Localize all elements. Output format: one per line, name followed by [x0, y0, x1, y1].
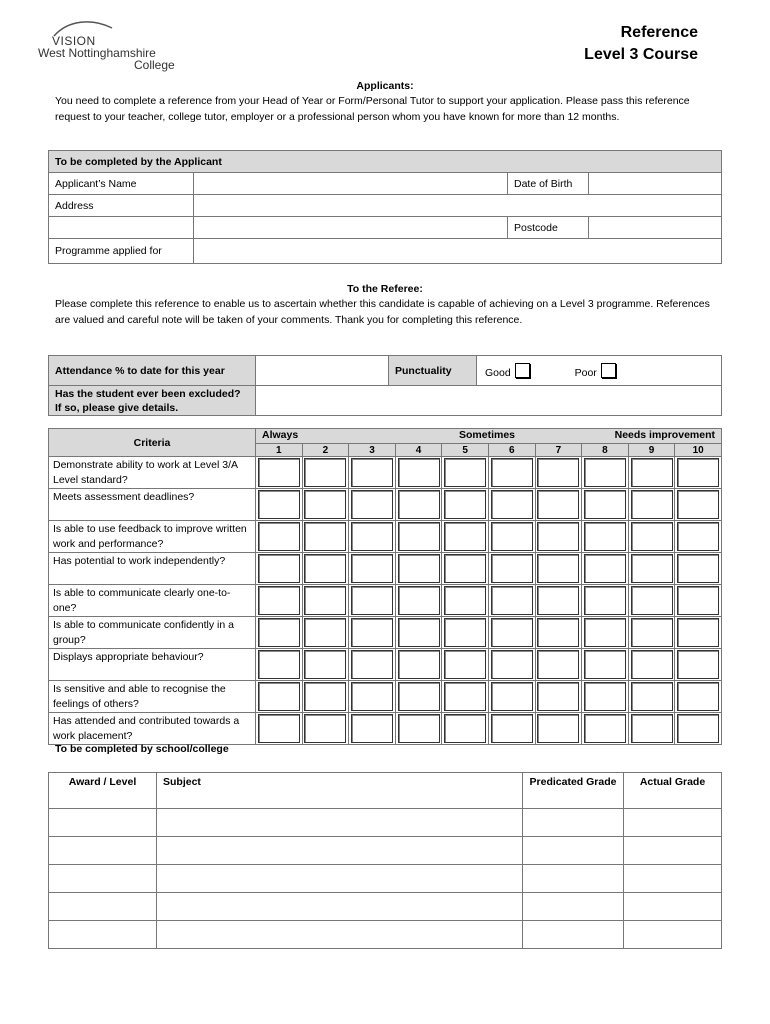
- rating-cell: [488, 585, 535, 617]
- criteria-row: [49, 713, 722, 745]
- scale-number: 3: [349, 444, 396, 457]
- rating-cell: [442, 585, 489, 617]
- intro-text: You need to complete a reference from your Head of Year or Form/Personal Tutor to support your application. Please pass this reference request to your teacher, college tutor, employer or a professional person whom you have known for more than 12 months.: [55, 95, 690, 123]
- dob-field[interactable]: [589, 173, 722, 195]
- actual-field[interactable]: [624, 893, 722, 921]
- rating-checkbox[interactable]: [537, 714, 579, 743]
- rating-cell: [628, 649, 675, 681]
- rating-cell: [675, 713, 722, 745]
- rating-cell: [442, 681, 489, 713]
- rating-checkbox[interactable]: [444, 714, 486, 743]
- rating-cell: [582, 489, 629, 521]
- rating-cell: [395, 457, 442, 489]
- excluded-field[interactable]: [256, 386, 722, 416]
- subject-field[interactable]: [157, 893, 523, 921]
- rating-checkbox[interactable]: [304, 522, 346, 551]
- punctuality-options: [477, 356, 722, 386]
- rating-cell: [582, 521, 629, 553]
- poor-checkbox[interactable]: [601, 363, 616, 378]
- rating-cell: [302, 649, 349, 681]
- grade-row: [49, 893, 722, 921]
- rating-cell: [582, 713, 629, 745]
- rating-cell: [256, 521, 303, 553]
- rating-checkbox[interactable]: [398, 682, 440, 711]
- rating-checkbox[interactable]: [398, 522, 440, 551]
- rating-checkbox[interactable]: [491, 554, 533, 583]
- rating-checkbox[interactable]: [677, 458, 719, 487]
- rating-checkbox[interactable]: [631, 586, 673, 615]
- rating-cell: [675, 585, 722, 617]
- rating-checkbox[interactable]: [351, 554, 393, 583]
- rating-cell: [675, 681, 722, 713]
- criteria-row: [49, 617, 722, 649]
- address-field-2[interactable]: [194, 217, 508, 239]
- rating-cell: [535, 457, 582, 489]
- rating-checkbox[interactable]: [677, 618, 719, 647]
- rating-cell: [256, 457, 303, 489]
- rating-checkbox[interactable]: [584, 650, 626, 679]
- actual-field[interactable]: [624, 865, 722, 893]
- actual-field[interactable]: [624, 837, 722, 865]
- grades-table: [48, 772, 722, 949]
- rating-cell: [488, 489, 535, 521]
- criteria-label: Is able to communicate confidently in a group?: [49, 617, 256, 649]
- rating-checkbox[interactable]: [351, 682, 393, 711]
- rating-checkbox[interactable]: [304, 458, 346, 487]
- rating-checkbox[interactable]: [584, 458, 626, 487]
- rating-cell: [442, 489, 489, 521]
- rating-checkbox[interactable]: [491, 714, 533, 743]
- rating-checkbox[interactable]: [304, 714, 346, 743]
- school-heading: To be completed by school/college: [55, 743, 229, 755]
- rating-checkbox[interactable]: [351, 458, 393, 487]
- rating-checkbox[interactable]: [304, 586, 346, 615]
- rating-cell: [349, 553, 396, 585]
- award-field[interactable]: [49, 809, 157, 837]
- rating-checkbox[interactable]: [304, 650, 346, 679]
- rating-cell: [675, 553, 722, 585]
- rating-checkbox[interactable]: [631, 522, 673, 551]
- rating-cell: [349, 681, 396, 713]
- rating-checkbox[interactable]: [444, 490, 486, 519]
- subject-field[interactable]: [157, 809, 523, 837]
- rating-checkbox[interactable]: [444, 586, 486, 615]
- rating-checkbox[interactable]: [584, 522, 626, 551]
- referee-heading: To the Referee:: [347, 283, 423, 295]
- rating-cell: [488, 681, 535, 713]
- rating-checkbox[interactable]: [491, 490, 533, 519]
- rating-cell: [442, 553, 489, 585]
- scale-needs-improvement: Needs improvement: [614, 429, 715, 441]
- criteria-label: Is able to use feedback to improve written work and performance?: [49, 521, 256, 553]
- rating-checkbox[interactable]: [491, 682, 533, 711]
- rating-cell: [302, 553, 349, 585]
- predicted-header: Predicated Grade: [523, 773, 624, 809]
- rating-cell: [349, 489, 396, 521]
- criteria-rows: [49, 457, 722, 745]
- rating-cell: [675, 489, 722, 521]
- rating-checkbox[interactable]: [584, 714, 626, 743]
- subject-field[interactable]: [157, 921, 523, 949]
- criteria-label: Demonstrate ability to work at Level 3/A Level standard?: [49, 457, 256, 489]
- scale-number: 10: [675, 444, 722, 457]
- applicant-table: [48, 150, 722, 264]
- rating-checkbox[interactable]: [631, 618, 673, 647]
- rating-cell: [675, 649, 722, 681]
- rating-cell: [395, 649, 442, 681]
- grades-rows: [49, 809, 722, 949]
- rating-cell: [535, 585, 582, 617]
- rating-checkbox[interactable]: [537, 682, 579, 711]
- programme-label: Programme applied for: [49, 239, 194, 264]
- rating-cell: [675, 457, 722, 489]
- grade-row: [49, 921, 722, 949]
- rating-checkbox[interactable]: [258, 522, 300, 551]
- rating-checkbox[interactable]: [398, 650, 440, 679]
- rating-cell: [395, 617, 442, 649]
- dob-label: Date of Birth: [508, 173, 589, 195]
- rating-cell: [488, 649, 535, 681]
- rating-checkbox[interactable]: [258, 554, 300, 583]
- rating-cell: [628, 457, 675, 489]
- rating-checkbox[interactable]: [584, 618, 626, 647]
- title-line1: Reference: [620, 24, 698, 41]
- rating-cell: [488, 457, 535, 489]
- address-label: Address: [49, 195, 194, 217]
- criteria-row: [49, 681, 722, 713]
- rating-cell: [535, 649, 582, 681]
- rating-cell: [349, 649, 396, 681]
- rating-checkbox[interactable]: [491, 522, 533, 551]
- rating-cell: [395, 713, 442, 745]
- rating-cell: [442, 521, 489, 553]
- rating-checkbox[interactable]: [491, 650, 533, 679]
- rating-checkbox[interactable]: [444, 682, 486, 711]
- programme-field[interactable]: [194, 239, 722, 264]
- intro-heading: Applicants:: [356, 80, 414, 92]
- rating-cell: [395, 521, 442, 553]
- rating-cell: [442, 649, 489, 681]
- rating-checkbox[interactable]: [677, 522, 719, 551]
- rating-checkbox[interactable]: [537, 490, 579, 519]
- criteria-row: [49, 553, 722, 585]
- predicted-field[interactable]: [523, 865, 624, 893]
- rating-checkbox[interactable]: [631, 714, 673, 743]
- criteria-table: [48, 428, 722, 745]
- rating-cell: [256, 617, 303, 649]
- rating-cell: [302, 681, 349, 713]
- rating-checkbox[interactable]: [537, 554, 579, 583]
- rating-checkbox[interactable]: [584, 554, 626, 583]
- poor-option[interactable]: [575, 367, 616, 379]
- logo-vision: VISION: [52, 34, 96, 48]
- rating-checkbox[interactable]: [584, 490, 626, 519]
- rating-cell: [442, 457, 489, 489]
- grade-row: [49, 837, 722, 865]
- rating-checkbox[interactable]: [304, 554, 346, 583]
- rating-cell: [349, 713, 396, 745]
- rating-cell: [302, 617, 349, 649]
- rating-checkbox[interactable]: [351, 618, 393, 647]
- rating-cell: [302, 521, 349, 553]
- rating-checkbox[interactable]: [631, 554, 673, 583]
- scale-header: [256, 429, 722, 444]
- rating-checkbox[interactable]: [537, 458, 579, 487]
- rating-cell: [302, 457, 349, 489]
- rating-cell: [582, 585, 629, 617]
- rating-checkbox[interactable]: [631, 458, 673, 487]
- attendance-field[interactable]: [256, 356, 389, 386]
- rating-cell: [628, 489, 675, 521]
- scale-number: 1: [256, 444, 303, 457]
- rating-checkbox[interactable]: [491, 618, 533, 647]
- page-title: [584, 22, 698, 66]
- award-field[interactable]: [49, 865, 157, 893]
- award-field[interactable]: [49, 921, 157, 949]
- rating-cell: [395, 489, 442, 521]
- rating-cell: [256, 553, 303, 585]
- rating-checkbox[interactable]: [258, 682, 300, 711]
- referee-text: Please complete this reference to enable us to ascertain whether this candidate is capable of achieving on a Level 3 programme. References are valued and careful note will be taken of your comments. Thank you for completing this reference.: [55, 298, 710, 326]
- actual-field[interactable]: [624, 809, 722, 837]
- rating-cell: [302, 585, 349, 617]
- title-line2: Level 3 Course: [584, 46, 698, 63]
- scale-number: 7: [535, 444, 582, 457]
- rating-cell: [675, 617, 722, 649]
- rating-cell: [256, 585, 303, 617]
- attendance-label: Attendance % to date for this year: [49, 356, 256, 386]
- rating-cell: [488, 713, 535, 745]
- rating-cell: [628, 681, 675, 713]
- name-label: Applicant’s Name: [49, 173, 194, 195]
- logo-line2: College: [134, 58, 175, 72]
- college-logo: [38, 18, 188, 74]
- award-header: Award / Level: [49, 773, 157, 809]
- rating-cell: [628, 713, 675, 745]
- rating-cell: [628, 617, 675, 649]
- rating-cell: [256, 681, 303, 713]
- rating-checkbox[interactable]: [304, 682, 346, 711]
- rating-cell: [302, 713, 349, 745]
- rating-checkbox[interactable]: [258, 458, 300, 487]
- criteria-row: [49, 521, 722, 553]
- criteria-row: [49, 489, 722, 521]
- rating-cell: [488, 617, 535, 649]
- rating-cell: [395, 585, 442, 617]
- rating-checkbox[interactable]: [351, 714, 393, 743]
- criteria-label: Displays appropriate behaviour?: [49, 649, 256, 681]
- criteria-row: [49, 649, 722, 681]
- scale-number: 9: [628, 444, 675, 457]
- rating-checkbox[interactable]: [398, 714, 440, 743]
- address-field-1[interactable]: [194, 195, 722, 217]
- award-field[interactable]: [49, 837, 157, 865]
- rating-checkbox[interactable]: [631, 490, 673, 519]
- rating-checkbox[interactable]: [351, 522, 393, 551]
- rating-cell: [535, 489, 582, 521]
- rating-cell: [395, 681, 442, 713]
- rating-checkbox[interactable]: [444, 650, 486, 679]
- actual-field[interactable]: [624, 921, 722, 949]
- scale-number: 5: [442, 444, 489, 457]
- rating-checkbox[interactable]: [677, 650, 719, 679]
- rating-cell: [302, 489, 349, 521]
- criteria-label: Has potential to work independently?: [49, 553, 256, 585]
- rating-checkbox[interactable]: [258, 714, 300, 743]
- rating-cell: [349, 521, 396, 553]
- rating-checkbox[interactable]: [677, 586, 719, 615]
- rating-checkbox[interactable]: [677, 490, 719, 519]
- rating-checkbox[interactable]: [677, 714, 719, 743]
- rating-checkbox[interactable]: [258, 490, 300, 519]
- grade-row: [49, 809, 722, 837]
- rating-checkbox[interactable]: [351, 586, 393, 615]
- criteria-label: Is able to communicate clearly one-to-one?: [49, 585, 256, 617]
- rating-checkbox[interactable]: [444, 458, 486, 487]
- poor-label: Poor: [574, 366, 597, 379]
- rating-cell: [535, 681, 582, 713]
- rating-checkbox[interactable]: [444, 554, 486, 583]
- attendance-table: [48, 355, 722, 416]
- predicted-field[interactable]: [523, 837, 624, 865]
- rating-checkbox[interactable]: [258, 650, 300, 679]
- rating-cell: [256, 489, 303, 521]
- criteria-label: Meets assessment deadlines?: [49, 489, 256, 521]
- rating-checkbox[interactable]: [444, 522, 486, 551]
- scale-number: 6: [488, 444, 535, 457]
- good-label: Good: [485, 366, 511, 379]
- scale-always: Always: [262, 429, 299, 441]
- rating-checkbox[interactable]: [677, 554, 719, 583]
- punctuality-label: Punctuality: [389, 356, 477, 386]
- address-extra[interactable]: [49, 217, 194, 239]
- rating-checkbox[interactable]: [631, 682, 673, 711]
- rating-cell: [582, 617, 629, 649]
- rating-checkbox[interactable]: [491, 458, 533, 487]
- rating-checkbox[interactable]: [677, 682, 719, 711]
- rating-cell: [582, 553, 629, 585]
- rating-checkbox[interactable]: [537, 522, 579, 551]
- subject-header: Subject: [157, 773, 523, 809]
- rating-cell: [349, 457, 396, 489]
- good-checkbox[interactable]: [515, 363, 530, 378]
- criteria-label: Is sensitive and able to recognise the feelings of others?: [49, 681, 256, 713]
- rating-cell: [675, 521, 722, 553]
- rating-cell: [535, 617, 582, 649]
- rating-checkbox[interactable]: [258, 586, 300, 615]
- rating-cell: [256, 713, 303, 745]
- good-option[interactable]: [485, 367, 533, 379]
- scale-number: 4: [395, 444, 442, 457]
- rating-checkbox[interactable]: [398, 554, 440, 583]
- rating-cell: [395, 553, 442, 585]
- rating-cell: [582, 681, 629, 713]
- rating-cell: [628, 553, 675, 585]
- rating-cell: [442, 617, 489, 649]
- rating-checkbox[interactable]: [304, 618, 346, 647]
- rating-cell: [349, 617, 396, 649]
- predicted-field[interactable]: [523, 893, 624, 921]
- criteria-header: Criteria: [49, 429, 256, 457]
- rating-checkbox[interactable]: [258, 618, 300, 647]
- postcode-label: Postcode: [508, 217, 589, 239]
- actual-header: Actual Grade: [624, 773, 722, 809]
- applicant-heading: To be completed by the Applicant: [49, 151, 722, 173]
- excluded-label: Has the student ever been excluded? If so, please give details.: [49, 386, 256, 416]
- rating-checkbox[interactable]: [537, 650, 579, 679]
- name-field[interactable]: [194, 173, 508, 195]
- rating-cell: [488, 553, 535, 585]
- award-field[interactable]: [49, 893, 157, 921]
- grade-row: [49, 865, 722, 893]
- rating-cell: [256, 649, 303, 681]
- rating-checkbox[interactable]: [584, 586, 626, 615]
- rating-cell: [582, 457, 629, 489]
- criteria-label: Has attended and contributed towards a work placement?: [49, 713, 256, 745]
- rating-cell: [535, 521, 582, 553]
- rating-cell: [582, 649, 629, 681]
- scale-number: 2: [302, 444, 349, 457]
- subject-field[interactable]: [157, 837, 523, 865]
- rating-checkbox[interactable]: [351, 490, 393, 519]
- rating-cell: [628, 585, 675, 617]
- rating-checkbox[interactable]: [351, 650, 393, 679]
- predicted-field[interactable]: [523, 921, 624, 949]
- scale-number: 8: [582, 444, 629, 457]
- rating-checkbox[interactable]: [444, 618, 486, 647]
- logo-line1: West Nottinghamshire: [38, 46, 156, 60]
- criteria-row: [49, 457, 722, 489]
- criteria-row: [49, 585, 722, 617]
- rating-cell: [442, 713, 489, 745]
- predicted-field[interactable]: [523, 809, 624, 837]
- rating-cell: [349, 585, 396, 617]
- rating-checkbox[interactable]: [304, 490, 346, 519]
- subject-field[interactable]: [157, 865, 523, 893]
- rating-cell: [535, 713, 582, 745]
- rating-cell: [628, 521, 675, 553]
- rating-checkbox[interactable]: [398, 490, 440, 519]
- rating-checkbox[interactable]: [537, 586, 579, 615]
- rating-checkbox[interactable]: [631, 650, 673, 679]
- rating-checkbox[interactable]: [398, 458, 440, 487]
- postcode-field[interactable]: [589, 217, 722, 239]
- rating-checkbox[interactable]: [398, 586, 440, 615]
- rating-cell: [535, 553, 582, 585]
- rating-cell: [488, 521, 535, 553]
- rating-checkbox[interactable]: [537, 618, 579, 647]
- rating-checkbox[interactable]: [398, 618, 440, 647]
- rating-checkbox[interactable]: [491, 586, 533, 615]
- rating-checkbox[interactable]: [584, 682, 626, 711]
- scale-sometimes: Sometimes: [459, 429, 516, 441]
